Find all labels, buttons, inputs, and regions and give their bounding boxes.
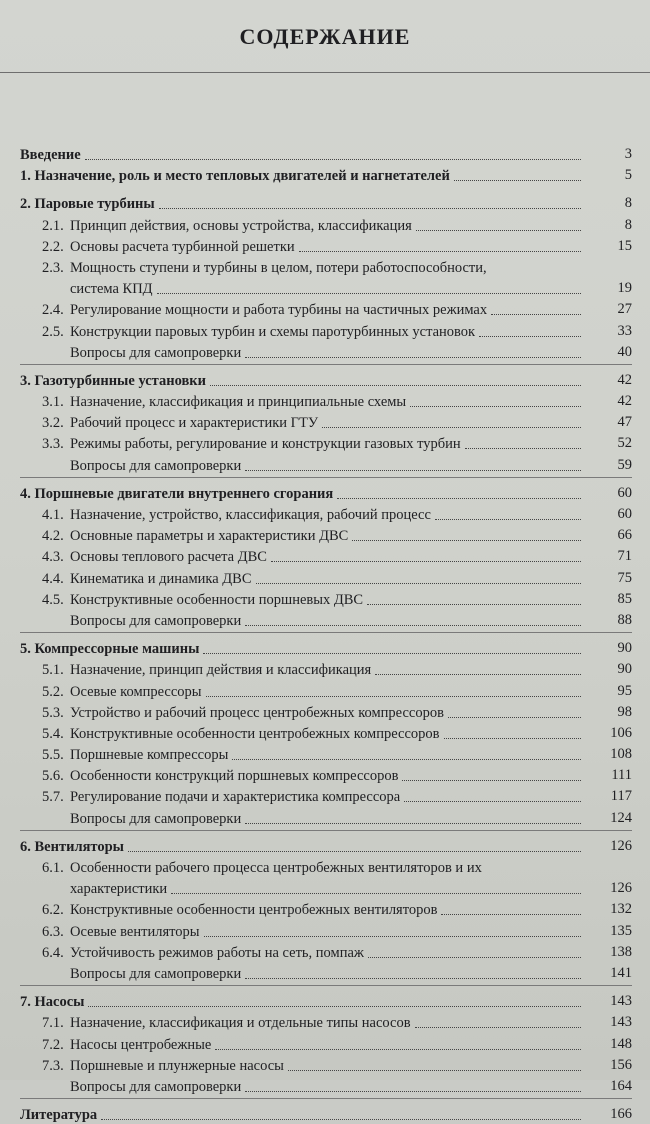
toc-page-number: 106 bbox=[610, 724, 632, 741]
toc-entry-label bbox=[70, 613, 241, 630]
dot-leader bbox=[88, 1006, 581, 1007]
dot-leader bbox=[444, 738, 581, 739]
toc-entry-number: 2.3. bbox=[42, 259, 64, 276]
toc-entry-text: Вопросы для самопроверки bbox=[70, 810, 242, 827]
toc-intro bbox=[20, 143, 632, 164]
dot-leader bbox=[256, 583, 581, 584]
toc-chapter-7 bbox=[20, 990, 632, 1011]
dot-leader bbox=[245, 357, 581, 358]
toc-entry-label bbox=[70, 281, 153, 298]
toc-subsection bbox=[20, 503, 632, 524]
dot-leader bbox=[232, 759, 581, 760]
dot-leader bbox=[204, 936, 581, 937]
toc-subsection bbox=[20, 256, 632, 277]
section-divider bbox=[20, 1096, 632, 1103]
toc-entry-label bbox=[42, 1037, 211, 1054]
toc-entry-text: Конструктивные особенности центробежных компрессоров bbox=[70, 725, 440, 742]
toc-page-number: 117 bbox=[610, 788, 632, 805]
dot-leader bbox=[367, 604, 581, 605]
toc-entry-text: Осевые компрессоры bbox=[70, 683, 202, 700]
toc-subsection bbox=[20, 567, 632, 588]
toc-self-check bbox=[20, 609, 632, 630]
toc-self-check bbox=[20, 807, 632, 828]
toc-page-number: 60 bbox=[617, 506, 632, 522]
toc-entry-number: 5.3. bbox=[42, 704, 64, 721]
toc-page-number: 8 bbox=[624, 216, 632, 233]
toc-subsection bbox=[20, 1054, 632, 1075]
dot-leader bbox=[337, 498, 581, 499]
toc-subsection bbox=[20, 1033, 632, 1054]
toc-page-number: 71 bbox=[617, 548, 632, 565]
toc-entry-text: Регулирование мощности и работа турбины на частичных режимах bbox=[70, 302, 488, 319]
toc-entry-number: 4.3. bbox=[42, 549, 64, 566]
toc-entry-text: Вопросы для самопроверки bbox=[70, 612, 242, 629]
toc-entry-label bbox=[42, 902, 437, 919]
toc-page-number: 148 bbox=[610, 1035, 632, 1052]
toc-self-check bbox=[20, 1075, 632, 1096]
toc-entry-text: Насосы центробежные bbox=[70, 1036, 212, 1053]
dot-leader bbox=[410, 406, 581, 407]
dot-leader bbox=[368, 957, 581, 958]
dot-leader bbox=[288, 1070, 581, 1071]
toc-entry-number: 6.2. bbox=[42, 902, 64, 919]
dot-leader bbox=[415, 1027, 581, 1028]
toc-subsection bbox=[20, 856, 632, 877]
toc-entry-number: 7.3. bbox=[42, 1057, 64, 1074]
toc-entry-label bbox=[42, 592, 363, 609]
toc-entry-text: Вопросы для самопроверки bbox=[70, 457, 242, 474]
toc-entry-label bbox=[42, 860, 482, 877]
toc-page-number: 40 bbox=[617, 343, 632, 360]
toc-self-check bbox=[20, 341, 632, 362]
toc-subsection bbox=[20, 214, 632, 235]
dot-leader bbox=[299, 251, 581, 252]
toc-entry-number: 4.5. bbox=[42, 591, 64, 608]
toc-page-number: 126 bbox=[610, 837, 632, 854]
dot-leader bbox=[215, 1049, 581, 1050]
toc-page-number: 90 bbox=[617, 640, 632, 657]
toc-subsection bbox=[20, 764, 632, 785]
table-of-contents bbox=[20, 143, 632, 1124]
toc-subsection bbox=[20, 235, 632, 256]
toc-entry-label bbox=[20, 839, 124, 856]
dot-leader bbox=[159, 208, 581, 209]
toc-entry-label bbox=[42, 528, 348, 545]
dot-leader bbox=[245, 978, 581, 979]
toc-entry-text: 2. Паровые турбины bbox=[20, 196, 155, 213]
toc-page-number: 42 bbox=[617, 371, 632, 388]
toc-entry-label bbox=[70, 345, 241, 362]
toc-page-number: 19 bbox=[617, 280, 632, 297]
section-divider bbox=[20, 828, 632, 835]
toc-entry-label bbox=[42, 1015, 411, 1032]
toc-entry-label bbox=[42, 415, 318, 432]
toc-page-number: 66 bbox=[617, 527, 632, 544]
toc-entry-label bbox=[42, 571, 252, 588]
toc-entry-number: 5.2. bbox=[42, 683, 64, 700]
toc-page-number: 15 bbox=[617, 237, 632, 254]
toc-entry-text: система КПД bbox=[70, 281, 153, 298]
toc-entry-label bbox=[20, 641, 199, 658]
toc-entry-text: 5. Компрессорные машины bbox=[20, 641, 200, 658]
toc-page-number: 95 bbox=[617, 682, 632, 699]
toc-entry-label bbox=[42, 302, 487, 319]
toc-page-number: 8 bbox=[624, 195, 632, 212]
toc-page-number: 141 bbox=[610, 964, 632, 981]
toc-entry-label bbox=[42, 218, 412, 235]
toc-page-number: 98 bbox=[617, 703, 632, 720]
toc-entry-text: Конструктивные особенности центробежных вентиляторов bbox=[70, 902, 438, 919]
toc-entry-number: 7.2. bbox=[42, 1036, 64, 1053]
toc-chapter-5 bbox=[20, 637, 632, 658]
toc-entry-label bbox=[42, 789, 400, 806]
toc-entry-text: Режимы работы, регулирование и конструкции газовых турбин bbox=[70, 436, 461, 453]
toc-entry-number: 4.2. bbox=[42, 528, 64, 545]
toc-entry-text: Устойчивость режимов работы на сеть, помпаж bbox=[70, 944, 364, 961]
toc-page-number: 111 bbox=[611, 767, 632, 784]
toc-entry-number: 6.3. bbox=[42, 923, 64, 940]
dot-leader bbox=[203, 653, 581, 654]
dot-leader bbox=[245, 1091, 581, 1092]
toc-subsection bbox=[20, 545, 632, 566]
toc-entry-text: Поршневые и плунжерные насосы bbox=[70, 1057, 284, 1074]
dot-leader bbox=[465, 448, 581, 449]
toc-entry-label bbox=[42, 768, 398, 785]
toc-entry-text: Кинематика и динамика ДВС bbox=[70, 570, 252, 587]
toc-entry-label bbox=[70, 458, 241, 475]
toc-page-number: 33 bbox=[617, 322, 632, 339]
toc-subsection bbox=[20, 277, 632, 298]
toc-page-number: 5 bbox=[624, 167, 632, 184]
toc-entry-number: 5.5. bbox=[42, 747, 64, 764]
toc-entry-text: Назначение, принцип действия и классификация bbox=[70, 662, 372, 679]
dot-leader bbox=[210, 385, 581, 386]
dot-leader bbox=[245, 823, 581, 824]
toc-entry-number: 2.2. bbox=[42, 238, 64, 255]
dot-leader bbox=[402, 780, 581, 781]
toc-page-number: 166 bbox=[610, 1106, 632, 1123]
toc-entry-number: 2.5. bbox=[42, 323, 64, 340]
toc-chapter-4 bbox=[20, 482, 632, 503]
toc-entry-number: 5.6. bbox=[42, 768, 64, 785]
section-divider bbox=[20, 983, 632, 990]
toc-page-number: 47 bbox=[617, 414, 632, 431]
toc-entry-label bbox=[20, 486, 333, 503]
toc-page-number: 135 bbox=[610, 922, 632, 939]
dot-leader bbox=[171, 893, 581, 894]
toc-page-number: 42 bbox=[617, 393, 632, 410]
dot-leader bbox=[416, 230, 581, 231]
toc-entry-number: 5.1. bbox=[42, 662, 64, 679]
dot-leader bbox=[322, 427, 581, 428]
toc-page-number: 124 bbox=[610, 809, 632, 826]
toc-entry-text: Особенности рабочего процесса центробежных вентиляторов и их bbox=[70, 860, 482, 876]
toc-entry-text: Устройство и рабочий процесс центробежных компрессоров bbox=[70, 704, 444, 721]
section-divider bbox=[20, 630, 632, 637]
toc-subsection bbox=[20, 588, 632, 609]
toc-subsection bbox=[20, 920, 632, 941]
toc-entry-label bbox=[20, 168, 450, 185]
toc-page-number: 85 bbox=[617, 590, 632, 607]
dot-leader bbox=[245, 625, 581, 626]
dot-leader bbox=[206, 696, 581, 697]
dot-leader bbox=[491, 314, 581, 315]
toc-entry-number: 3.2. bbox=[42, 415, 64, 432]
dot-leader bbox=[404, 801, 581, 802]
dot-leader bbox=[454, 180, 581, 181]
toc-entry-text: Особенности конструкций поршневых компрессоров bbox=[70, 768, 399, 785]
toc-entry-text: Введение bbox=[20, 147, 81, 163]
dot-leader bbox=[441, 914, 581, 915]
toc-subsection bbox=[20, 898, 632, 919]
toc-chapter-6 bbox=[20, 835, 632, 856]
toc-page-number: 143 bbox=[610, 993, 632, 1010]
toc-entry-label bbox=[42, 1058, 284, 1075]
dot-leader bbox=[128, 851, 581, 852]
toc-page-number: 143 bbox=[610, 1014, 632, 1031]
toc-entry-text: Назначение, классификация и принципиальные схемы bbox=[70, 394, 407, 411]
toc-entry-label bbox=[42, 924, 200, 941]
toc-entry-number: 5.4. bbox=[42, 725, 64, 742]
toc-page-number: 59 bbox=[617, 456, 632, 473]
toc-subsection bbox=[20, 320, 632, 341]
toc-entry-label bbox=[42, 747, 228, 764]
dot-leader bbox=[352, 540, 581, 541]
toc-entry-text: характеристики bbox=[70, 881, 168, 898]
toc-entry-label bbox=[42, 260, 487, 277]
toc-entry-label bbox=[70, 881, 167, 898]
toc-subsection bbox=[20, 658, 632, 679]
toc-entry-text: Основные параметры и характеристики ДВС bbox=[70, 528, 349, 545]
toc-entry-number: 4.1. bbox=[42, 507, 64, 523]
toc-entry-label bbox=[42, 684, 202, 701]
toc-page-number: 52 bbox=[617, 435, 632, 452]
toc-page-number: 3 bbox=[624, 146, 632, 162]
toc-page-number: 27 bbox=[617, 301, 632, 318]
toc-entry-label bbox=[42, 239, 295, 256]
toc-subsection bbox=[20, 524, 632, 545]
toc-entry-text: 1. Назначение, роль и место тепловых двигателей и нагнетателей bbox=[20, 168, 450, 185]
toc-entry-label bbox=[42, 705, 444, 722]
toc-page-number: 88 bbox=[617, 611, 632, 628]
toc-subsection bbox=[20, 432, 632, 453]
toc-entry-label bbox=[42, 662, 371, 679]
toc-subsection bbox=[20, 701, 632, 722]
toc-entry-label bbox=[42, 394, 406, 411]
toc-entry-label bbox=[20, 994, 84, 1011]
toc-entry-text: Мощность ступени и турбины в целом, потери работоспособности, bbox=[70, 259, 487, 276]
toc-page-number: 138 bbox=[610, 943, 632, 960]
section-divider bbox=[20, 362, 632, 369]
toc-entry-text: Основы теплового расчета ДВС bbox=[70, 549, 267, 566]
toc-subsection bbox=[20, 1011, 632, 1032]
toc-entry-label bbox=[42, 726, 440, 743]
title-rule bbox=[0, 72, 650, 73]
toc-self-check bbox=[20, 454, 632, 475]
dot-leader bbox=[448, 717, 581, 718]
toc-entry-text: Литература bbox=[20, 1107, 98, 1124]
toc-chapter-2 bbox=[20, 192, 632, 213]
toc-entry-text: Принцип действия, основы устройства, классификация bbox=[70, 217, 412, 234]
toc-chapter-1 bbox=[20, 164, 632, 185]
toc-subsection bbox=[20, 390, 632, 411]
toc-subsection bbox=[20, 743, 632, 764]
toc-entry-number: 2.1. bbox=[42, 217, 64, 234]
toc-subsection bbox=[20, 722, 632, 743]
toc-entry-number: 3.3. bbox=[42, 436, 64, 453]
toc-entry-text: 7. Насосы bbox=[20, 994, 85, 1011]
toc-entry-label bbox=[20, 373, 206, 390]
toc-entry-label bbox=[70, 811, 241, 828]
toc-subsection bbox=[20, 411, 632, 432]
toc-chapter-3 bbox=[20, 369, 632, 390]
toc-entry-number: 7.1. bbox=[42, 1015, 64, 1032]
toc-entry-number: 3.1. bbox=[42, 394, 64, 411]
toc-subsection bbox=[20, 877, 632, 898]
toc-subsection bbox=[20, 298, 632, 319]
toc-entry-label bbox=[70, 1079, 241, 1096]
toc-entry-text: Конструкции паровых турбин и схемы паротурбинных установок bbox=[70, 323, 476, 340]
toc-entry-text: Регулирование подачи и характеристика компрессора bbox=[70, 789, 401, 806]
toc-entry-label bbox=[42, 436, 461, 453]
toc-entry-label bbox=[20, 1107, 97, 1124]
dot-leader bbox=[375, 674, 581, 675]
toc-entry-label bbox=[42, 945, 364, 962]
toc-entry-number: 2.4. bbox=[42, 302, 64, 319]
dot-leader bbox=[479, 336, 581, 337]
dot-leader bbox=[101, 1119, 581, 1120]
toc-subsection bbox=[20, 785, 632, 806]
toc-entry-number: 5.7. bbox=[42, 789, 64, 806]
toc-entry-text: Конструктивные особенности поршневых ДВС bbox=[70, 591, 364, 608]
toc-page-number: 108 bbox=[610, 746, 632, 763]
toc-page-number: 164 bbox=[610, 1077, 632, 1094]
toc-entry-number: 6.1. bbox=[42, 860, 64, 876]
toc-entry-text: Назначение, устройство, классификация, рабочий процесс bbox=[70, 507, 431, 523]
toc-entry-number: 4.4. bbox=[42, 570, 64, 587]
toc-subsection bbox=[20, 680, 632, 701]
toc-entry-label bbox=[42, 507, 431, 524]
toc-entry-text: Вопросы для самопроверки bbox=[70, 1078, 242, 1095]
toc-entry-label bbox=[42, 324, 475, 341]
page-title: СОДЕРЖАНИЕ bbox=[239, 24, 411, 49]
toc-page-number: 90 bbox=[617, 661, 632, 678]
dot-leader bbox=[85, 159, 581, 160]
toc-page-number: 132 bbox=[610, 901, 632, 918]
toc-entry-text: Рабочий процесс и характеристики ГТУ bbox=[70, 415, 319, 432]
toc-self-check bbox=[20, 962, 632, 983]
toc-entry-text: 3. Газотурбинные установки bbox=[20, 372, 207, 389]
toc-page-number: 156 bbox=[610, 1056, 632, 1073]
toc-entry-text: Поршневые компрессоры bbox=[70, 747, 229, 764]
dot-leader bbox=[435, 519, 581, 520]
toc-entry-text: Назначение, классификация и отдельные типы насосов bbox=[70, 1015, 411, 1032]
toc-entry-label bbox=[42, 549, 267, 566]
dot-leader bbox=[271, 561, 581, 562]
toc-page-number: 75 bbox=[617, 569, 632, 586]
toc-entry-text: 6. Вентиляторы bbox=[20, 838, 124, 855]
toc-entry-label bbox=[20, 147, 81, 164]
toc-entry-text: Основы расчета турбинной решетки bbox=[70, 238, 295, 255]
dot-leader bbox=[245, 470, 581, 471]
toc-entry-label bbox=[70, 966, 241, 983]
section-divider bbox=[20, 475, 632, 482]
toc-page-number: 60 bbox=[617, 484, 632, 501]
toc-subsection bbox=[20, 941, 632, 962]
dot-leader bbox=[157, 293, 581, 294]
section-divider bbox=[20, 185, 632, 192]
toc-entry-number: 6.4. bbox=[42, 944, 64, 961]
toc-literature bbox=[20, 1103, 632, 1124]
toc-entry-text: Вопросы для самопроверки bbox=[70, 965, 242, 982]
toc-entry-text: Осевые вентиляторы bbox=[70, 923, 200, 940]
toc-entry-text: 4. Поршневые двигатели внутреннего сгорания bbox=[20, 485, 334, 502]
toc-entry-label bbox=[20, 196, 155, 213]
toc-page-number: 126 bbox=[610, 880, 632, 897]
toc-entry-text: Вопросы для самопроверки bbox=[70, 344, 242, 361]
